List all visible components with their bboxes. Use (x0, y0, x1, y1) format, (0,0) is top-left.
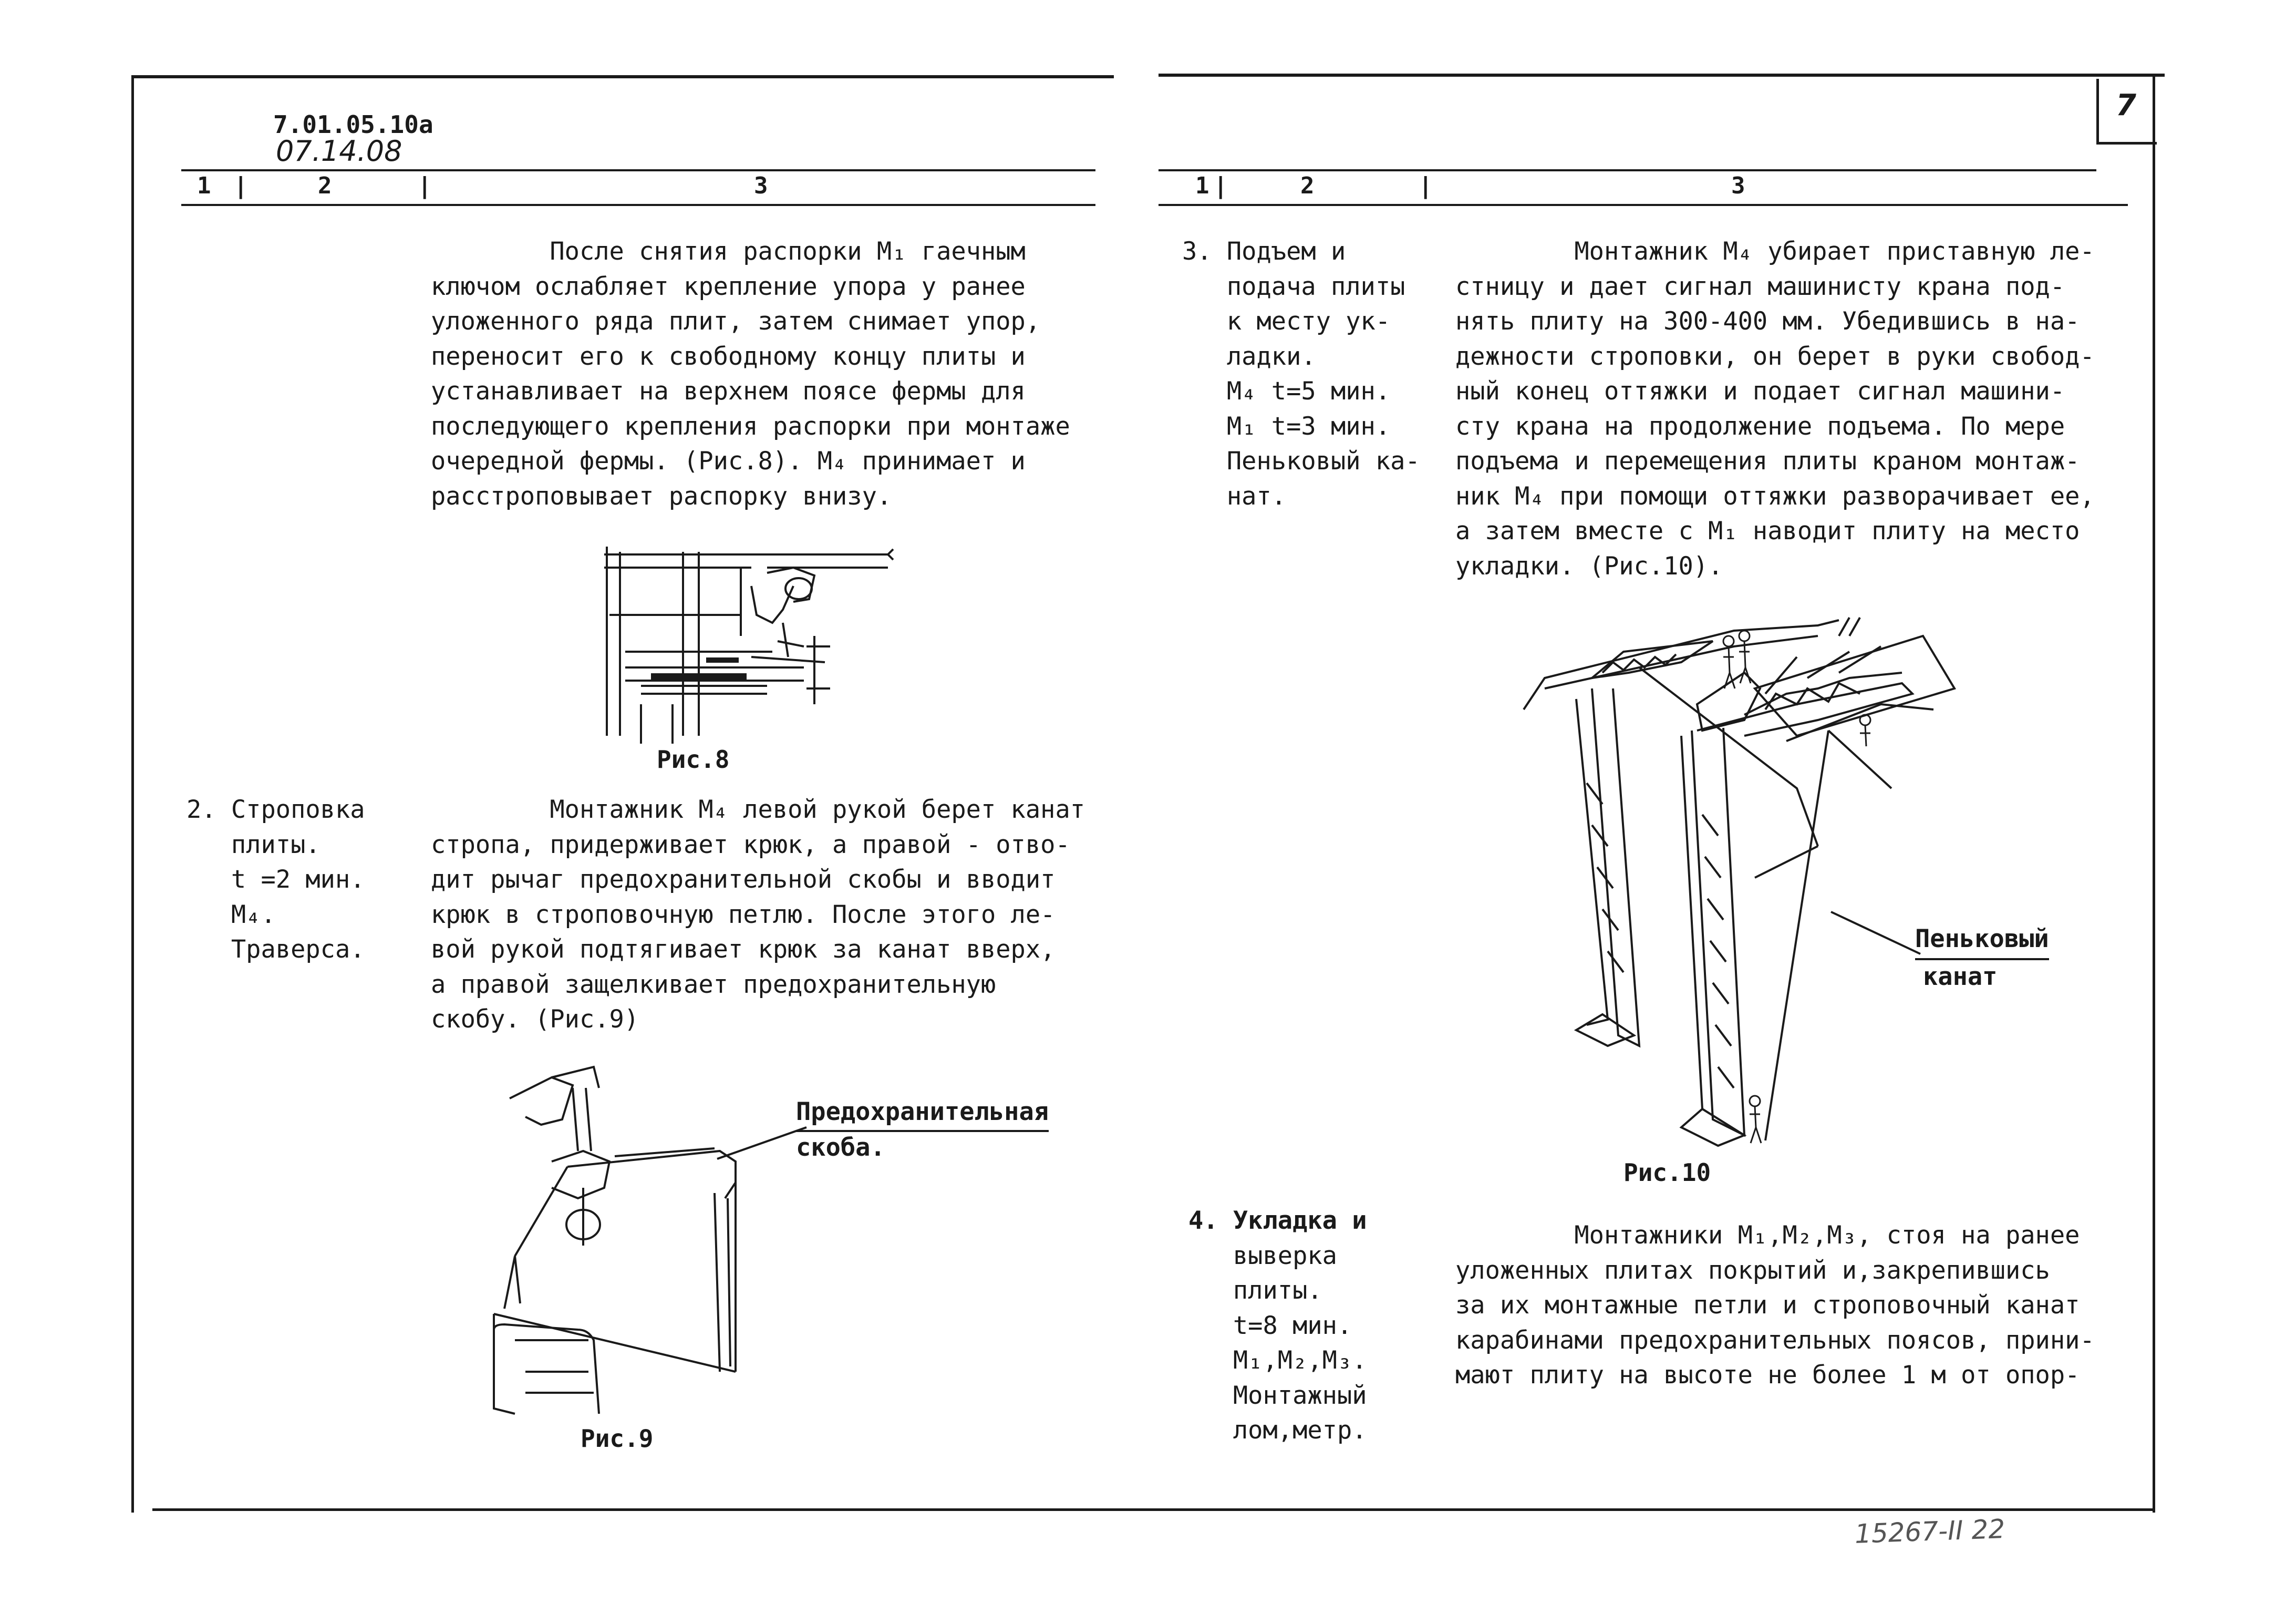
text-line: подъема и перемещения плиты краном монтаж- (1455, 447, 2080, 476)
text-line: вой рукой подтягивает крюк за канат вверх, (431, 935, 1056, 964)
figure-9-drawing (473, 1056, 767, 1419)
text-line: стницу и дает сигнал машинисту крана под- (1455, 272, 2065, 301)
text-line: После снятия распорки М₁ гаечным (431, 237, 1026, 266)
step-label-line: плиты. (187, 830, 320, 859)
archive-stamp: 15267-ІІ 22 (1854, 1514, 2006, 1549)
frame-bottom (152, 1508, 2154, 1511)
frame-top-left (131, 75, 1114, 78)
step-label-line: плиты. (1188, 1276, 1322, 1305)
step-label-line: t=8 мин. (1188, 1311, 1352, 1340)
figure-10-caption: Рис.10 (1623, 1158, 1711, 1187)
text-line: устанавливает на верхнем поясе фермы для (431, 377, 1026, 406)
text-line: сту крана на продолжение подъема. По мере (1455, 412, 2065, 441)
col-separator: | (1214, 172, 1228, 199)
figure-8-caption: Рис.8 (657, 745, 730, 774)
text-line: нять плиту на 300-400 мм. Убедившись в на- (1455, 307, 2080, 336)
figure-9-callout (796, 1096, 1049, 1164)
callout-line: Предохранительная (796, 1096, 1049, 1132)
text-line: ключом ослабляет крепление упора у ранее (431, 272, 1026, 301)
text-line: Монтажник М₄ убирает приставную ле- (1455, 237, 2095, 266)
figure-10-callout (1915, 922, 2049, 994)
page-number: 7 (2116, 88, 2136, 122)
text-line: последующего крепления распорки при монтаже (431, 412, 1070, 441)
doc-code: 7.01.05.10а (273, 110, 433, 139)
frame-right (2153, 75, 2155, 1513)
text-line: переносит его к свободному концу плиты и (431, 342, 1026, 371)
step-2-text (431, 793, 1085, 1037)
col-header-rule-bottom-left (181, 204, 1095, 206)
step-label-line: 3. Подъем и (1182, 237, 1346, 266)
step-label-line: лом,метр. (1188, 1416, 1367, 1445)
col-header-rule-top-right (1159, 169, 2096, 171)
col-separator: | (1419, 172, 1433, 199)
col-separator: | (234, 172, 248, 199)
step-label-line: М₁,М₂,М₃. (1188, 1346, 1367, 1375)
col-number-right-1: 1 (1195, 172, 1209, 199)
text-line: уложенного ряда плит, затем снимает упор, (431, 307, 1041, 336)
step-label-line: выверка (1188, 1241, 1337, 1270)
figure-8-drawing (594, 536, 909, 746)
step-label-line: М₄. (187, 900, 276, 929)
step-3-text (1455, 234, 2095, 584)
callout-line: Пеньковый (1915, 922, 2049, 960)
step-4-text (1455, 1218, 2095, 1393)
col-header-rule-top-left (181, 169, 1095, 171)
step-label-line: М₄ t=5 мин. (1182, 377, 1391, 406)
col-separator: | (418, 172, 432, 199)
callout-line: канат (1923, 962, 1998, 991)
text-line: очередной фермы. (Рис.8). М₄ принимает и (431, 447, 1026, 476)
step-3-label (1182, 234, 1420, 514)
text-line: крюк в строповочную петлю. После этого ле- (431, 900, 1056, 929)
text-line: укладки. (Рис.10). (1455, 551, 1723, 581)
text-line: карабинами предохранительных поясов, прини- (1455, 1325, 2095, 1355)
step-label-line: к месту ук- (1182, 307, 1391, 336)
step-label-line: 4. Укладка и (1188, 1206, 1367, 1235)
col-number-left-1: 1 (197, 172, 211, 199)
col-number-left-3: 3 (754, 172, 768, 199)
text-line: а затем вместе с М₁ наводит плиту на место (1455, 517, 2080, 546)
text-line: а правой защелкивает предохранительную (431, 970, 996, 999)
figure-9-caption: Рис.9 (581, 1424, 654, 1453)
text-line: стропа, придерживает крюк, а правой - отво- (431, 830, 1070, 859)
text-line: Монтажники М₁,М₂,М₃, стоя на ранее (1455, 1221, 2080, 1250)
col-number-left-2: 2 (318, 172, 332, 199)
step-label-line: 2. Строповка (187, 795, 365, 824)
callout-line: скоба. (796, 1133, 885, 1162)
text-line: дежности строповки, он берет в руки свобод- (1455, 342, 2095, 371)
left-top-paragraph (431, 234, 1070, 514)
step-label-line: подача плиты (1182, 272, 1405, 301)
step-4-label (1188, 1204, 1367, 1448)
figure-9-leader-line (715, 1125, 809, 1161)
step-label-line: Монтажный (1188, 1381, 1367, 1410)
figure-10-leader-line (1828, 909, 1923, 957)
col-number-right-3: 3 (1731, 172, 1745, 199)
frame-left (131, 75, 134, 1513)
step-2-label (187, 793, 365, 968)
frame-top-right (1159, 74, 2165, 77)
doc-date: 07.14.08 (276, 135, 402, 168)
step-label-line: t =2 мин. (187, 865, 365, 894)
text-line: дит рычаг предохранительной скобы и вводит (431, 865, 1056, 894)
col-header-rule-bottom-right (1159, 204, 2128, 206)
step-label-line: Пеньковый ка- (1182, 447, 1420, 476)
text-line: Монтажник М₄ левой рукой берет канат (431, 795, 1085, 824)
text-line: уложенных плитах покрытий и,закрепившись (1455, 1256, 2050, 1285)
figure-10-drawing (1524, 615, 1997, 1151)
text-line: ный конец оттяжки и подает сигнал машини- (1455, 377, 2065, 406)
text-line: расстроповывает распорку внизу. (431, 481, 892, 511)
step-label-line: ладки. (1182, 342, 1316, 371)
text-line: за их монтажные петли и строповочный канат (1455, 1291, 2080, 1320)
text-line: скобу. (Рис.9) (431, 1005, 639, 1034)
text-line: ник М₄ при помощи оттяжки разворачивает ее, (1455, 481, 2095, 511)
step-label-line: нат. (1182, 481, 1287, 511)
text-line: мают плиту на высоте не более 1 м от опор- (1455, 1361, 2080, 1390)
step-label-line: М₁ t=3 мин. (1182, 412, 1391, 441)
col-number-right-2: 2 (1300, 172, 1315, 199)
step-label-line: Траверса. (187, 935, 365, 964)
